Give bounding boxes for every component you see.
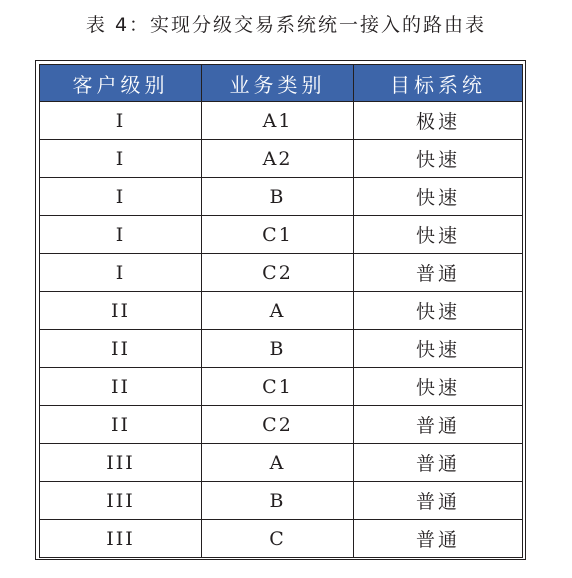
- cell-customer-level: I: [40, 102, 202, 140]
- cell-customer-level: II: [40, 292, 202, 330]
- cell-customer-level: I: [40, 140, 202, 178]
- table-row: [40, 520, 523, 558]
- header-target-system: 目标系统: [354, 65, 523, 102]
- cell-customer-level: I: [40, 216, 202, 254]
- cell-target-system: 快速: [354, 140, 523, 178]
- cell-business-category: A2: [202, 140, 354, 178]
- table-caption: 表 4：实现分级交易系统统一接入的路由表: [85, 14, 487, 36]
- table-row: [40, 254, 523, 292]
- cell-business-category: C1: [202, 368, 354, 406]
- table-row: [40, 140, 523, 178]
- header-customer-level: 客户级别: [40, 65, 202, 102]
- cell-business-category: A: [202, 444, 354, 482]
- cell-target-system: 普通: [354, 444, 523, 482]
- table-row: [40, 368, 523, 406]
- cell-business-category: C1: [202, 216, 354, 254]
- cell-business-category: C2: [202, 406, 354, 444]
- cell-business-category: A1: [202, 102, 354, 140]
- table-row: [40, 482, 523, 520]
- header-business-category: 业务类别: [202, 65, 354, 102]
- cell-business-category: C2: [202, 254, 354, 292]
- cell-target-system: 普通: [354, 254, 523, 292]
- cell-customer-level: III: [40, 482, 202, 520]
- cell-customer-level: III: [40, 520, 202, 558]
- cell-customer-level: II: [40, 406, 202, 444]
- table-row: [40, 330, 523, 368]
- table-row: [40, 406, 523, 444]
- cell-business-category: A: [202, 292, 354, 330]
- table-row: [40, 444, 523, 482]
- table-row: [40, 102, 523, 140]
- table-row: [40, 178, 523, 216]
- cell-customer-level: II: [40, 368, 202, 406]
- cell-customer-level: I: [40, 254, 202, 292]
- cell-target-system: 极速: [354, 102, 523, 140]
- table-row: [40, 216, 523, 254]
- cell-target-system: 普通: [354, 520, 523, 558]
- cell-target-system: 快速: [354, 292, 523, 330]
- cell-target-system: 快速: [354, 178, 523, 216]
- cell-target-system: 快速: [354, 216, 523, 254]
- cell-target-system: 快速: [354, 368, 523, 406]
- cell-business-category: B: [202, 330, 354, 368]
- cell-target-system: 快速: [354, 330, 523, 368]
- cell-target-system: 普通: [354, 482, 523, 520]
- cell-customer-level: II: [40, 330, 202, 368]
- table-header-row: [40, 65, 523, 102]
- cell-business-category: B: [202, 178, 354, 216]
- routing-table-frame: [35, 60, 526, 560]
- cell-target-system: 普通: [354, 406, 523, 444]
- routing-table: [39, 64, 523, 558]
- cell-business-category: B: [202, 482, 354, 520]
- cell-business-category: C: [202, 520, 354, 558]
- cell-customer-level: III: [40, 444, 202, 482]
- cell-customer-level: I: [40, 178, 202, 216]
- table-row: [40, 292, 523, 330]
